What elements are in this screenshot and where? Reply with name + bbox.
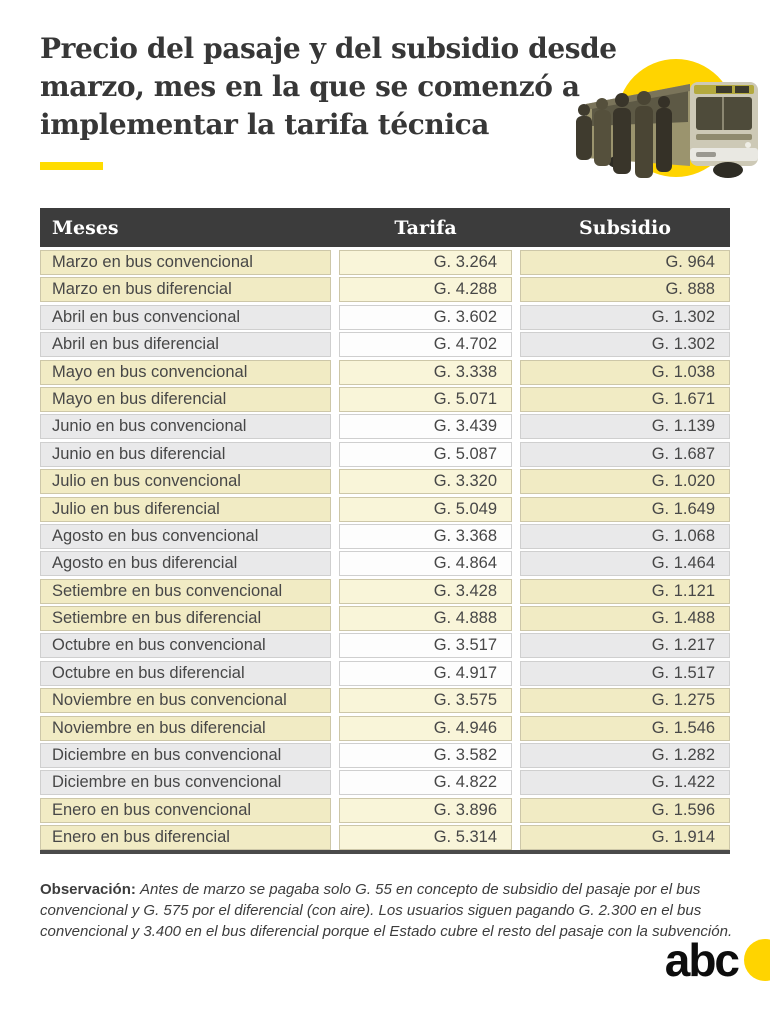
table-row (40, 360, 730, 385)
cell-mes: Octubre en bus diferencial (40, 661, 331, 686)
cell-mes: Diciembre en bus convencional (40, 770, 331, 795)
table-row (40, 414, 730, 439)
table-row (40, 825, 730, 850)
table-row (40, 387, 730, 412)
cell-mes: Julio en bus convencional (40, 469, 331, 494)
table-row (40, 332, 730, 357)
table-row (40, 606, 730, 631)
cell-tarifa: G. 5.087 (339, 442, 512, 467)
cell-tarifa: G. 5.049 (339, 497, 512, 522)
cell-tarifa: G. 3.368 (339, 524, 512, 549)
cell-mes: Noviembre en bus diferencial (40, 716, 331, 741)
cell-tarifa: G. 3.439 (339, 414, 512, 439)
cell-mes: Mayo en bus diferencial (40, 387, 331, 412)
abc-logo (664, 934, 770, 986)
cell-subsidio: G. 1.139 (520, 414, 730, 439)
cell-subsidio: G. 1.302 (520, 305, 730, 330)
table-row (40, 442, 730, 467)
cell-subsidio: G. 1.217 (520, 633, 730, 658)
cell-mes: Abril en bus convencional (40, 305, 331, 330)
cell-tarifa: G. 4.702 (339, 332, 512, 357)
column-header-tarifa: Tarifa (394, 216, 457, 239)
table-row (40, 497, 730, 522)
cell-subsidio: G. 888 (520, 277, 730, 302)
bus-icon (556, 48, 768, 196)
table-row (40, 770, 730, 795)
cell-tarifa: G. 3.575 (339, 688, 512, 713)
cell-mes: Enero en bus diferencial (40, 825, 331, 850)
column-header-subsidio: Subsidio (579, 216, 671, 239)
cell-tarifa: G. 4.288 (339, 277, 512, 302)
cell-subsidio: G. 1.121 (520, 579, 730, 604)
cell-mes: Setiembre en bus convencional (40, 579, 331, 604)
table-bottom-border (40, 850, 730, 854)
cell-subsidio: G. 1.464 (520, 551, 730, 576)
cell-mes: Marzo en bus diferencial (40, 277, 331, 302)
table-row (40, 524, 730, 549)
cell-subsidio: G. 1.302 (520, 332, 730, 357)
cell-tarifa: G. 4.917 (339, 661, 512, 686)
cell-subsidio: G. 1.020 (520, 469, 730, 494)
table-body (40, 250, 730, 850)
cell-mes: Octubre en bus convencional (40, 633, 331, 658)
abc-logo-text: abc (664, 934, 738, 986)
cell-tarifa: G. 3.428 (339, 579, 512, 604)
cell-subsidio: G. 1.596 (520, 798, 730, 823)
table-row (40, 688, 730, 713)
cell-subsidio: G. 1.546 (520, 716, 730, 741)
table-row (40, 551, 730, 576)
cell-tarifa: G. 5.071 (339, 387, 512, 412)
cell-subsidio: G. 1.687 (520, 442, 730, 467)
cell-tarifa: G. 4.946 (339, 716, 512, 741)
cell-subsidio: G. 1.282 (520, 743, 730, 768)
table-row (40, 579, 730, 604)
cell-mes: Noviembre en bus convencional (40, 688, 331, 713)
bus-photo-illustration (556, 48, 768, 196)
table-row (40, 716, 730, 741)
table-row (40, 250, 730, 275)
cell-mes: Agosto en bus convencional (40, 524, 331, 549)
cell-mes: Mayo en bus convencional (40, 360, 331, 385)
cell-mes: Diciembre en bus convencional (40, 743, 331, 768)
cell-subsidio: G. 964 (520, 250, 730, 275)
cell-mes: Enero en bus convencional (40, 798, 331, 823)
cell-mes: Junio en bus diferencial (40, 442, 331, 467)
cell-subsidio: G. 1.038 (520, 360, 730, 385)
cell-mes: Junio en bus convencional (40, 414, 331, 439)
table-row (40, 633, 730, 658)
logo-yellow-circle (744, 939, 770, 981)
table-row (40, 277, 730, 302)
table-row (40, 469, 730, 494)
title-accent-underline (40, 162, 103, 170)
cell-subsidio: G. 1.649 (520, 497, 730, 522)
page-title (40, 30, 640, 144)
observation-label: Observación: (40, 881, 136, 898)
cell-tarifa: G. 4.864 (339, 551, 512, 576)
cell-tarifa: G. 3.517 (339, 633, 512, 658)
table-row (40, 305, 730, 330)
observation-note (40, 879, 736, 942)
fare-table (40, 208, 730, 854)
cell-tarifa: G. 3.602 (339, 305, 512, 330)
cell-subsidio: G. 1.671 (520, 387, 730, 412)
cell-tarifa: G. 3.320 (339, 469, 512, 494)
cell-subsidio: G. 1.068 (520, 524, 730, 549)
table-header (40, 208, 730, 247)
cell-mes: Abril en bus diferencial (40, 332, 331, 357)
observation-text: Antes de marzo se pagaba solo G. 55 en concepto de subsidio del pasaje por el bus convencional y G. 575 por el diferencial (con aire). Los usuarios siguen pagando G. 2.300 en el bus convencional y 3.400 en el bus diferencial porque el Estado cubre el resto del pasaje con la subvención. (40, 881, 733, 940)
title-line-1: Precio del pasaje y del subsidio desde (40, 32, 617, 65)
cell-mes: Julio en bus diferencial (40, 497, 331, 522)
column-header-meses: Meses (52, 216, 119, 239)
cell-subsidio: G. 1.488 (520, 606, 730, 631)
cell-tarifa: G. 4.822 (339, 770, 512, 795)
cell-tarifa: G. 3.264 (339, 250, 512, 275)
cell-subsidio: G. 1.517 (520, 661, 730, 686)
cell-tarifa: G. 3.896 (339, 798, 512, 823)
table-row (40, 661, 730, 686)
cell-tarifa: G. 5.314 (339, 825, 512, 850)
cell-mes: Setiembre en bus diferencial (40, 606, 331, 631)
title-line-2: marzo, mes en la que se comenzó a (40, 70, 580, 103)
cell-subsidio: G. 1.422 (520, 770, 730, 795)
table-row (40, 798, 730, 823)
cell-subsidio: G. 1.914 (520, 825, 730, 850)
title-line-3: implementar la tarifa técnica (40, 108, 489, 141)
cell-subsidio: G. 1.275 (520, 688, 730, 713)
cell-tarifa: G. 3.582 (339, 743, 512, 768)
cell-mes: Marzo en bus convencional (40, 250, 331, 275)
cell-tarifa: G. 3.338 (339, 360, 512, 385)
table-row (40, 743, 730, 768)
cell-mes: Agosto en bus diferencial (40, 551, 331, 576)
cell-tarifa: G. 4.888 (339, 606, 512, 631)
